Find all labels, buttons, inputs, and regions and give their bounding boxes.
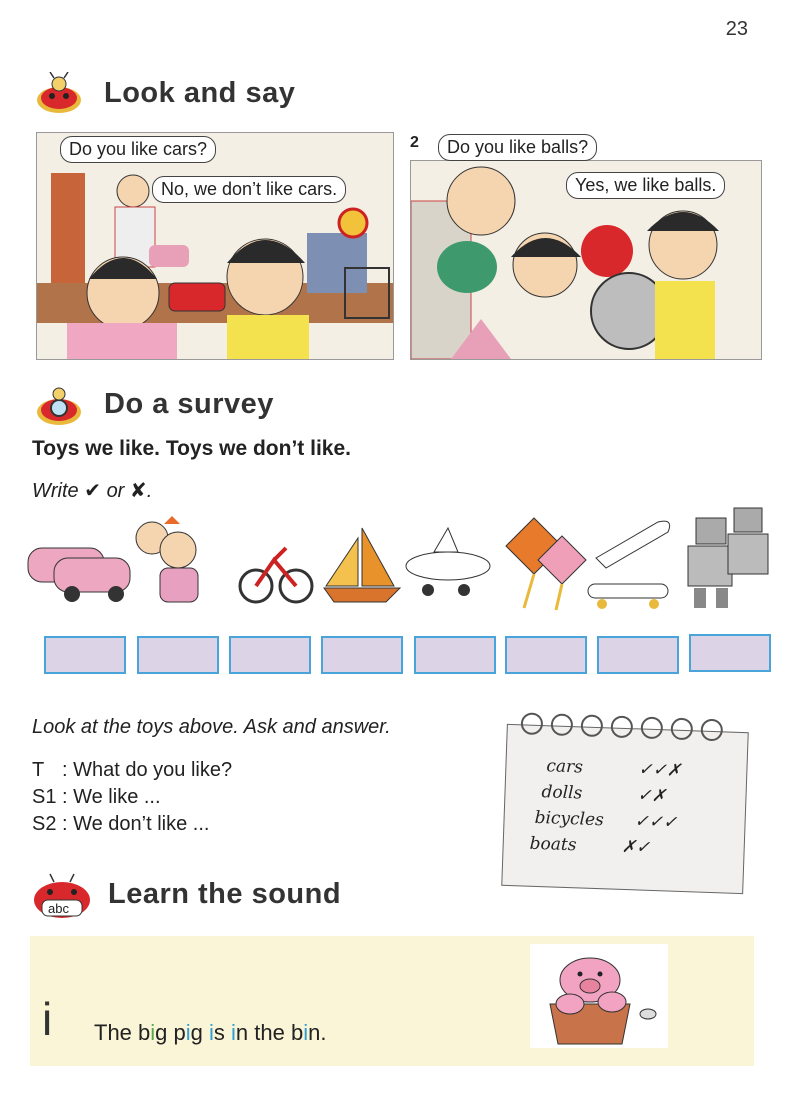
speech-bubble-1a: Do you like cars? — [60, 136, 216, 163]
instruction-end: . — [146, 480, 153, 502]
answer-box-bicycle[interactable] — [229, 636, 311, 674]
notepad-marks: ✓✓✓ — [634, 811, 678, 833]
dialogue-line-s2 — [32, 813, 209, 836]
notepad-marks: ✗✓ — [621, 836, 651, 858]
sentence-fragment: n the b — [235, 1020, 304, 1045]
notepad-row-bicycles — [534, 808, 677, 833]
kites-icon — [506, 518, 586, 610]
answer-box-boat[interactable] — [321, 636, 403, 674]
page-number: 23 — [725, 18, 748, 40]
notepad-marks: ✓✓✗ — [638, 759, 682, 781]
notepad-row-cars — [546, 756, 681, 781]
dialogue-text: : We like ... — [62, 786, 161, 808]
robots-icon — [688, 508, 768, 608]
notepad-toy: dolls — [541, 782, 583, 804]
notepad-row-boats — [529, 834, 650, 858]
sentence-fragment: The b — [94, 1020, 151, 1045]
answer-box-robots[interactable] — [689, 634, 771, 672]
speaker-label: S2 — [32, 813, 57, 835]
section-title-do-a-survey: Do a survey — [104, 388, 274, 420]
sentence-fragment: i — [231, 1020, 236, 1045]
instruction-write: Write — [32, 480, 79, 502]
ladybird-abc-icon — [30, 872, 94, 920]
panel-number-2: 2 — [410, 134, 419, 151]
sentence-fragment: i — [150, 1020, 156, 1045]
sentence-fragment: g p — [155, 1020, 186, 1045]
answer-box-skateboard[interactable] — [597, 636, 679, 674]
answer-box-cars[interactable] — [44, 636, 126, 674]
answer-box-dolls[interactable] — [137, 636, 219, 674]
speaker-label: T — [32, 759, 45, 781]
sentence-fragment: s — [213, 1020, 232, 1045]
sound-sentence — [94, 1020, 326, 1046]
ask-and-answer-prompt: Look at the toys above. Ask and answer. — [32, 716, 391, 738]
ladybird-speaker-icon — [28, 72, 90, 116]
dolls-icon — [136, 516, 198, 602]
survey-notepad — [501, 724, 749, 894]
cars-icon — [28, 548, 130, 602]
notepad-toy: boats — [529, 833, 577, 856]
dialogue-line-t — [32, 759, 232, 782]
dialogue-text: : What do you like? — [62, 759, 233, 781]
bicycle-icon — [240, 548, 312, 602]
check-mark-glyph: ✔ — [84, 480, 101, 502]
sentence-fragment: n. — [308, 1020, 327, 1045]
dialogue-line-s1 — [32, 786, 161, 809]
abc-label: abc — [48, 901, 69, 916]
sentence-fragment: i — [185, 1020, 191, 1045]
dialogue-text: : We don’t like ... — [62, 813, 210, 835]
comic-panel-1 — [36, 132, 394, 360]
plane-icon — [406, 528, 490, 596]
notepad-marks: ✓✗ — [637, 785, 667, 807]
instruction-or: or — [106, 480, 125, 502]
cross-mark-glyph: ✘ — [129, 480, 147, 502]
answer-box-kites[interactable] — [505, 636, 587, 674]
notepad-toy: cars — [546, 756, 584, 778]
notepad-row-dolls — [541, 782, 666, 806]
skateboard-icon — [588, 521, 670, 609]
speech-bubble-2b: Yes, we like balls. — [566, 172, 725, 199]
answer-box-plane[interactable] — [414, 636, 496, 674]
section-title-learn-the-sound: Learn the sound — [108, 878, 342, 910]
boat-icon — [324, 528, 400, 602]
speech-bubble-2a: Do you like balls? — [438, 134, 597, 161]
notepad-toy: bicycles — [534, 807, 605, 831]
speech-bubble-1b: No, we don’t like cars. — [152, 176, 346, 203]
sound-letter: i — [42, 993, 53, 1045]
pigs-in-bin-illustration — [530, 944, 668, 1048]
sentence-fragment: i — [209, 1020, 214, 1045]
ladybird-magnifier-icon — [28, 384, 90, 428]
shop-scene-illustration-1 — [37, 133, 393, 359]
pig-bin-drawing — [530, 944, 668, 1048]
toy-row — [24, 498, 780, 618]
sentence-fragment: g — [190, 1020, 209, 1045]
notepad-spiral — [517, 709, 738, 747]
sentence-fragment: i — [303, 1020, 309, 1045]
speaker-label: S1 — [32, 786, 57, 808]
section-title-look-and-say: Look and say — [104, 77, 296, 109]
survey-subheading: Toys we like. Toys we don’t like. — [32, 437, 351, 460]
